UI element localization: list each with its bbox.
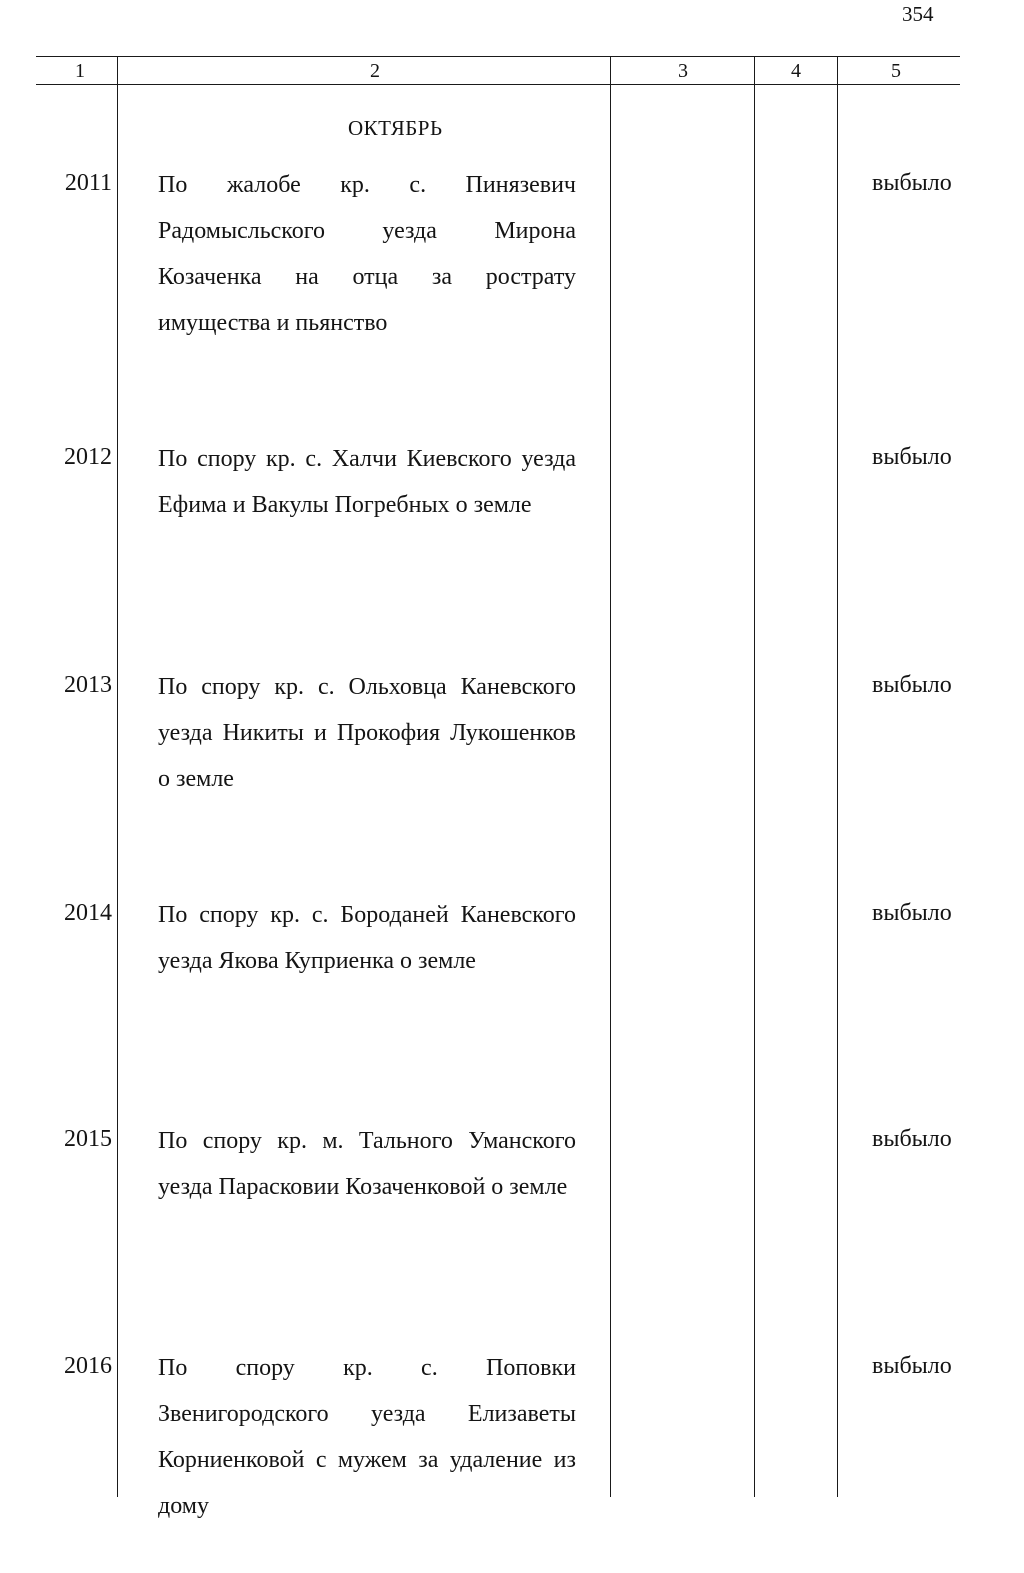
record-description: По спору кр. м. Тального Уманского уезда Парасковии Козаченковой о земле — [158, 1128, 576, 1200]
column-header-2: 2 — [370, 60, 380, 82]
month-heading: ОКТЯБРЬ — [348, 116, 443, 140]
column-header-4: 4 — [791, 60, 801, 82]
column-divider-4 — [837, 57, 838, 1497]
page-number: 354 — [902, 2, 934, 26]
table-top-rule — [36, 56, 960, 57]
record-status: выбыло — [872, 1126, 952, 1152]
record-description: По спору кр. с. Бороданей Каневского уезда Якова Куприенка о земле — [158, 902, 576, 974]
record-description: По жалобе кр. с. Пинязевич Радомысльского уезда Мирона Козаченка на отца за рострату имущества и пьянство — [158, 172, 576, 336]
record-number: 2013 — [64, 672, 112, 698]
record-status: выбыло — [872, 170, 952, 196]
record-description: По спору кр. с. Халчи Киевского уезда Ефима и Вакулы Погребных о земле — [158, 446, 576, 518]
record-number: 2015 — [64, 1126, 112, 1152]
record-status: выбыло — [872, 672, 952, 698]
column-divider-2 — [610, 57, 611, 1497]
column-divider-3 — [754, 57, 755, 1497]
column-divider-1 — [117, 57, 118, 1497]
record-status: выбыло — [872, 900, 952, 926]
record-number: 2016 — [64, 1353, 112, 1379]
column-header-1: 1 — [75, 60, 85, 82]
column-header-5: 5 — [891, 60, 901, 82]
column-header-3: 3 — [678, 60, 688, 82]
record-status: выбыло — [872, 1353, 952, 1379]
record-description: По спору кр. с. Ольховца Каневского уезда Никиты и Прокофия Лукошенков о земле — [158, 674, 576, 792]
record-number: 2011 — [64, 170, 112, 196]
record-status: выбыло — [872, 444, 952, 470]
record-description: По спору кр. с. Поповки Звенигородского уезда Елизаветы Корниенковой с мужем за удаление из дому — [158, 1355, 576, 1519]
table-header-rule — [36, 84, 960, 85]
record-number: 2012 — [64, 444, 112, 470]
record-number: 2014 — [64, 900, 112, 926]
